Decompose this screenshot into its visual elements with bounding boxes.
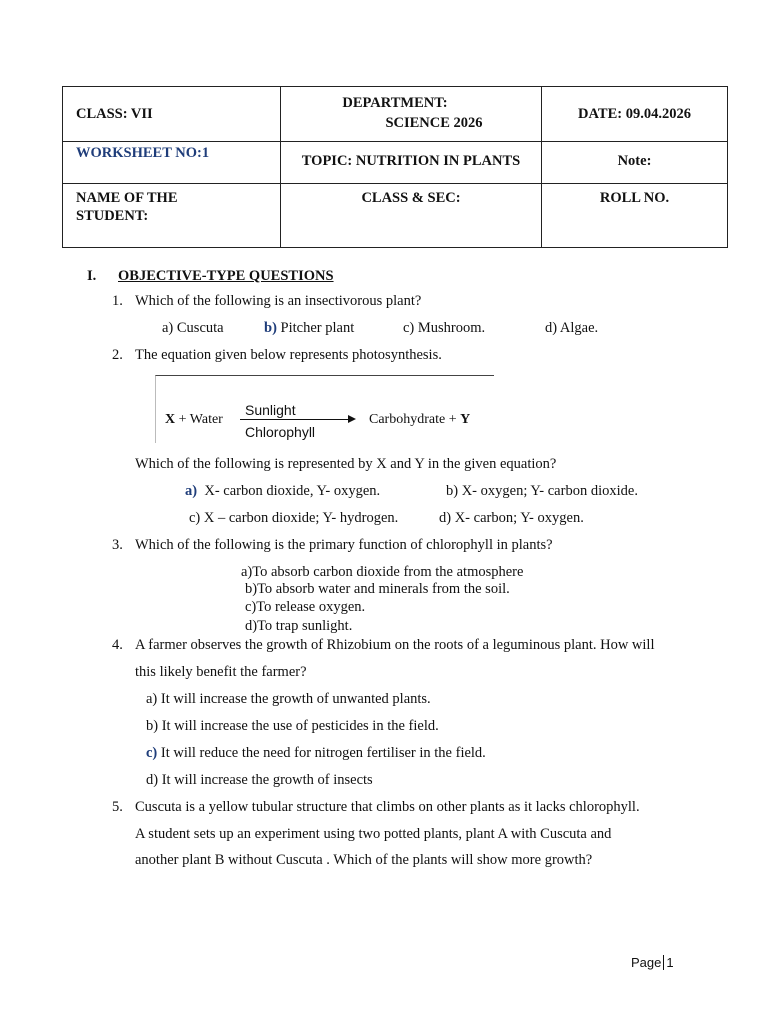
question-number: 1. [112, 293, 123, 309]
topic-label: TOPIC: NUTRITION IN PLANTS [301, 153, 521, 170]
q2-option-a [185, 483, 380, 500]
roll-no-label: ROLL NO. [599, 189, 670, 206]
q1-option-a: a) Cuscuta [162, 320, 224, 336]
q1-option-b-letter: b) [264, 320, 277, 336]
equation-arrow [240, 419, 352, 420]
question-3 [112, 537, 553, 554]
equation-lhs [165, 412, 223, 428]
q1-option-b [264, 320, 354, 337]
question-4 [112, 637, 655, 654]
q3-option-a: a)To absorb carbon dioxide from the atmosphere [241, 564, 524, 580]
question-number: 4. [112, 637, 123, 653]
note-cell [542, 142, 728, 183]
question-1 [112, 293, 421, 310]
class-sec-cell [281, 183, 542, 247]
q2-option-a-text: X- carbon dioxide, Y- oxygen. [204, 483, 381, 499]
section-title: OBJECTIVE-TYPE QUESTIONS [118, 268, 334, 284]
date-label: DATE: 09.04.2026 [578, 106, 691, 122]
question-text-line1: A farmer observes the growth of Rhizobium on the roots of a leguminous plant. How will [135, 637, 655, 653]
q4-option-a: a) It will increase the growth of unwanted plants. [146, 691, 431, 707]
page-divider [663, 955, 664, 970]
equation-water: + Water [175, 412, 223, 427]
topic-cell [281, 142, 542, 183]
equation-x: X [165, 412, 176, 427]
page-number: 1 [666, 955, 674, 970]
header-table [62, 86, 728, 248]
student-name-cell [63, 183, 281, 247]
department-cell [281, 87, 542, 142]
page-label: Page [631, 955, 662, 970]
student-name-label-line1: NAME OF THE [76, 189, 178, 206]
equation-rhs [369, 412, 470, 428]
equation-arrow-head [348, 415, 356, 423]
q2-option-c: c) X – carbon dioxide; Y- hydrogen. [189, 510, 399, 526]
q1-option-c: c) Mushroom. [403, 320, 486, 336]
class-cell [63, 87, 281, 142]
q1-option-d: d) Algae. [545, 320, 599, 336]
class-sec-label: CLASS & SEC: [361, 189, 461, 206]
equation-chlorophyll: Chlorophyll [245, 424, 316, 440]
q1-option-b-text: Pitcher plant [276, 320, 355, 336]
question-5 [112, 799, 640, 816]
worksheet-cell [63, 142, 281, 183]
q4-option-c-text: It will reduce the need for nitrogen fertiliser in the field. [157, 745, 486, 761]
question-number: 5. [112, 799, 123, 815]
q3-option-d: d)To trap sunlight. [245, 618, 353, 634]
q4-option-c-letter: c) [146, 745, 158, 761]
question-2 [112, 347, 442, 364]
section-heading [87, 268, 334, 285]
q5-text-line2: A student sets up an experiment using two potted plants, plant A with Cuscuta and [135, 826, 612, 842]
date-cell [542, 87, 728, 142]
question-text-line1: Cuscuta is a yellow tubular structure that climbs on other plants as it lacks chlorophyll. [135, 799, 640, 815]
q4-text-line2: this likely benefit the farmer? [135, 664, 307, 680]
roll-no-cell [542, 183, 728, 247]
student-name-label-line2: STUDENT: [76, 207, 149, 224]
note-label: Note: [617, 153, 652, 170]
question-text: The equation given below represents photosynthesis. [135, 347, 442, 363]
photosynthesis-equation [155, 375, 494, 443]
question-number: 3. [112, 537, 123, 553]
page-footer [631, 955, 674, 970]
department-value: SCIENCE 2026 [385, 115, 483, 131]
section-number: I. [87, 268, 97, 284]
q3-option-c: c)To release oxygen. [245, 599, 366, 615]
q2-option-d: d) X- carbon; Y- oxygen. [439, 510, 584, 526]
equation-sunlight: Sunlight [245, 402, 296, 418]
q4-option-d: d) It will increase the growth of insects [146, 772, 373, 788]
equation-y: Y [460, 412, 471, 427]
q5-text-line3: another plant B without Cuscuta . Which of the plants will show more growth? [135, 852, 593, 868]
q2-option-b: b) X- oxygen; Y- carbon dioxide. [446, 483, 638, 499]
worksheet-label: WORKSHEET NO:1 [76, 145, 210, 162]
question-number: 2. [112, 347, 123, 363]
class-label: CLASS: VII [76, 106, 153, 122]
q2-option-a-letter: a) [185, 483, 198, 499]
question-text: Which of the following is the primary function of chlorophyll in plants? [135, 537, 553, 553]
department-label: DEPARTMENT: [342, 95, 448, 111]
question-text: Which of the following is an insectivorous plant? [135, 293, 422, 309]
q2-question-text: Which of the following is represented by X and Y in the given equation? [135, 456, 557, 472]
equation-carbohydrate: Carbohydrate + [369, 412, 461, 427]
q3-option-b: b)To absorb water and minerals from the soil. [245, 581, 510, 597]
q4-option-b: b) It will increase the use of pesticides in the field. [146, 718, 439, 734]
q4-option-c [146, 745, 486, 762]
